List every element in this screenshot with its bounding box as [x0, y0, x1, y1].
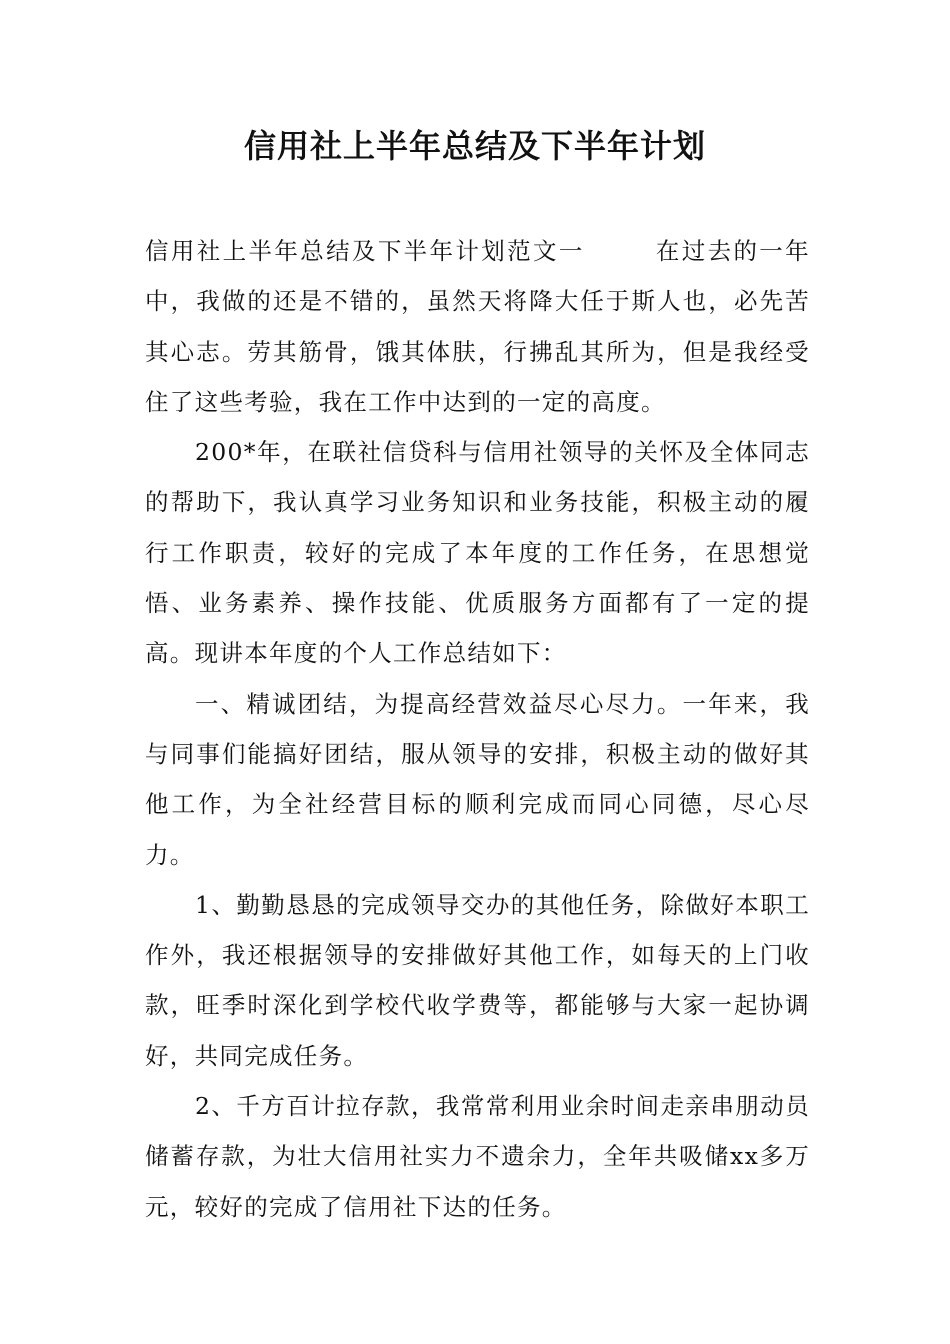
paragraph: 2、千方百计拉存款，我常常利用业余时间走亲串朋动员储蓄存款，为壮大信用社实力不遗余力，全年共吸储xx多万元，较好的完成了信用社下达的任务。 [145, 1092, 810, 1221]
paragraph-text: 在过去的一年中，我做的还是不错的，虽然天将降大任于斯人也，必先苦其心志。劳其筋骨，饿其体肤，行拂乱其所为，但是我经受住了这些考验，我在工作中达到的一定的高度。 [145, 237, 810, 416]
document-title: 信用社上半年总结及下半年计划 [243, 127, 706, 165]
document-body [145, 226, 810, 1232]
paragraph: 1、勤勤恳恳的完成领导交办的其他任务，除做好本职工作外，我还根据领导的安排做好其他工作，如每天的上门收款，旺季时深化到学校代收学费等，都能够与大家一起协调好，共同完成任务。 [145, 890, 810, 1070]
intro-paragraph [145, 226, 810, 427]
paragraph: 200*年，在联社信贷科与信用社领导的关怀及全体同志的帮助下，我认真学习业务知识和业务技能，积极主动的履行工作职责，较好的完成了本年度的工作任务，在思想觉悟、业务素养、操作技能、优质服务方面都有了一定的提高。现讲本年度的个人工作总结如下： [145, 438, 810, 668]
paragraph: 一、精诚团结，为提高经营效益尽心尽力。一年来，我与同事们能搞好团结，服从领导的安排，积极主动的做好其他工作，为全社经营目标的顺利完成而同心同德，尽心尽力。 [145, 689, 810, 869]
intro-heading: 信用社上半年总结及下半年计划范文一 [145, 237, 585, 265]
